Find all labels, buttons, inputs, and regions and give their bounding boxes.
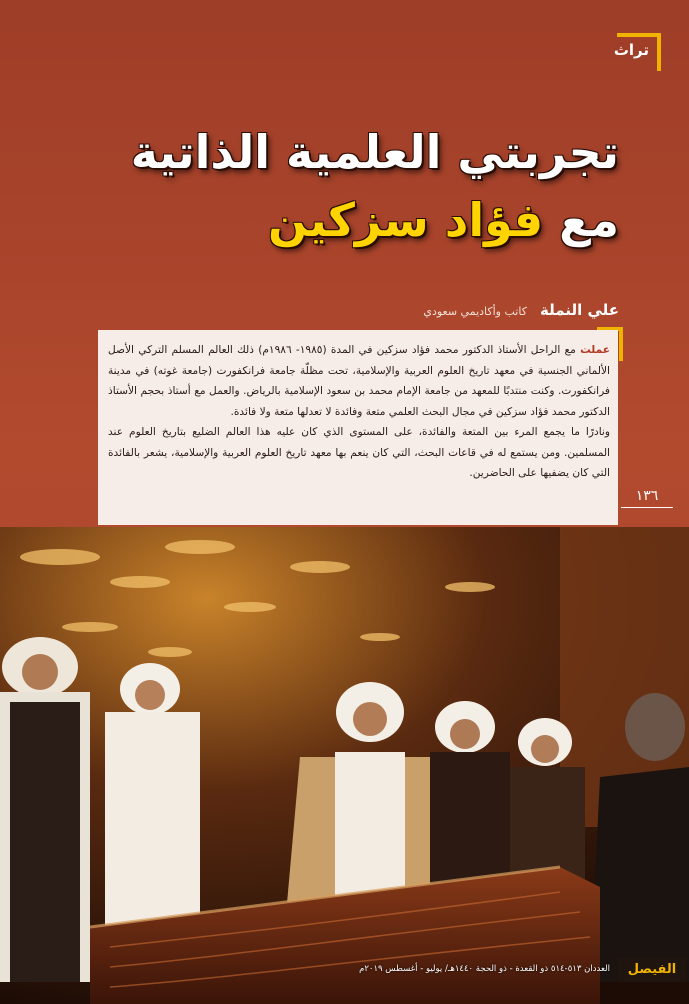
section-label: تراث: [613, 41, 649, 59]
author-role: كاتب وأكاديمي سعودي: [423, 305, 527, 318]
author-name: علي النملة: [540, 301, 619, 319]
page-number: ١٣٦: [621, 488, 673, 508]
title-line-1: تجربتي العلمية الذاتية: [130, 125, 619, 179]
paragraph-1: [108, 340, 610, 422]
lead-word: عملت: [580, 344, 610, 356]
paragraph-1-text: مع الراحل الأستاذ الدكتور محمد فؤاد سزكين في المدة (١٩٨٥- ١٩٨٦م) ذلك العالم المسلم التركي الأصل الألماني الجنسية في معهد تاريخ العلوم العربية والإسلامية، تحت مظلّة جامعة فرانكفورت (جامعة غوته) في مدينة فرانكفورت. وكنت منتدبًا للمعهد من جامعة الإمام محمد بن سعود الإسلامية بالرياض. والعمل مع أستاذ بحجم الأستاذ الدكتور محمد فؤاد سزكين في مجال البحث العلمي متعة وفائدة لا تعدلها متعة ولا فائدة.: [108, 344, 610, 418]
title-highlight: فؤاد سزكين: [267, 193, 544, 247]
issue-info: العددان ٥١٣-٥١٤ ذو القعدة - ذو الحجة ١٤٤٠هـ/ يوليو - أغسطس ٢٠١٩م: [359, 964, 610, 974]
title-line-2-prefix: مع: [543, 193, 619, 247]
title-line-2: [59, 186, 619, 254]
paragraph-2: ونادرًا ما يجمع المرء بين المتعة والفائدة، على المستوى الذي كان عليه هذا العالم الضليع بتاريخ العلوم عند المسلمين. ومن يستمع له في قاعات البحث، التي كان ينعم بها معهد تاريخ العلوم العربية والإسلامية، يشعر بالفائدة التي كان يضفيها على الحاضرين.: [108, 426, 610, 479]
ceremony-photo: [0, 527, 689, 1004]
photo-illustration: [0, 527, 689, 1004]
byline: [423, 300, 619, 319]
article-title: [59, 118, 619, 254]
article-text-panel: [98, 330, 618, 525]
section-tag: [613, 33, 661, 71]
magazine-logo: الفيصل: [618, 958, 686, 982]
